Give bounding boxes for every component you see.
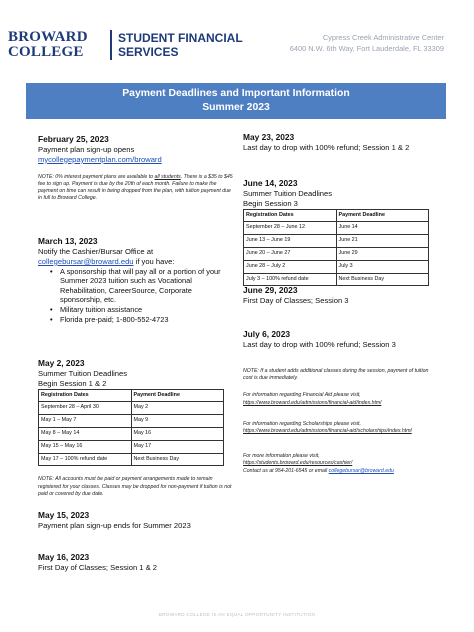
list-item: • Military tuition assistance	[50, 305, 234, 315]
table-cell: June 28 – July 2	[244, 260, 337, 273]
table-row	[244, 260, 429, 273]
section-text: Begin Session 3	[243, 198, 298, 208]
column-header: Payment Deadline	[336, 209, 429, 222]
section-text: Summer Tuition Deadlines	[38, 369, 128, 378]
section-feb-25	[38, 134, 234, 202]
contact-line	[243, 468, 439, 475]
table-cell: September 28 – April 30	[39, 402, 132, 415]
section-jul-6	[243, 329, 439, 350]
table-cell: July 3 – 100% refund date	[244, 273, 337, 286]
table-cell: May 17 – 100% refund date	[39, 453, 132, 466]
table-row	[39, 415, 224, 428]
table-cell: June 29	[336, 247, 429, 260]
financial-aid-text: For information regarding Financial Aid please visit,	[243, 392, 361, 399]
list-item: • A sponsorship that will pay all or a portion of your Summer 2023 tuition such as Vocational Rehabilitation, CareerSource, Corporate sponsorship, etc.	[50, 267, 234, 305]
table-cell: September 28 – June 12	[244, 222, 337, 235]
bursar-email-link[interactable]: collegebursar@broward.edu	[38, 256, 134, 266]
section-date: May 15, 2023	[38, 510, 90, 520]
section-date: March 13, 2023	[38, 236, 98, 246]
table-cell: Next Business Day	[336, 273, 429, 286]
table-row	[39, 427, 224, 440]
table-row	[244, 273, 429, 286]
department-name	[118, 31, 243, 59]
logo-divider	[110, 30, 112, 60]
session-1-2-deadlines-table	[38, 389, 224, 467]
table-row	[39, 453, 224, 466]
more-info-text: For more information please visit,	[243, 453, 320, 460]
section-text: Summer Tuition Deadlines	[243, 189, 333, 198]
address-block	[290, 32, 444, 54]
table-row	[244, 235, 429, 248]
table-header-row	[39, 389, 224, 402]
table-cell: May 2	[131, 402, 224, 415]
section-text: Notify the Cashier/Bursar Office at	[38, 247, 154, 256]
column-header: Payment Deadline	[131, 389, 224, 402]
contact-text: Contact us at 954-201-6545 or email	[243, 467, 329, 474]
table-cell: June 20 – June 27	[244, 247, 337, 260]
section-may-16	[38, 552, 234, 573]
note-emphasis: all students	[154, 173, 181, 180]
scholarships-text: For information regarding Scholarships please visit,	[243, 420, 361, 427]
section-text: Payment plan sign-up opens	[38, 145, 135, 154]
section-date: June 29, 2023	[243, 285, 298, 295]
section-text: Last day to drop with 100% refund; Session 1 & 2	[243, 143, 410, 152]
section-may-2	[38, 358, 234, 498]
table-cell: May 15 – May 16	[39, 440, 132, 453]
section-date: June 14, 2023	[243, 178, 298, 188]
section-text: Payment plan sign-up ends for Summer 2023	[38, 521, 191, 530]
table-cell: June 13 – June 19	[244, 235, 337, 248]
list-item: • Florida pre-paid; 1-800-552-4723	[50, 315, 234, 325]
logo-line-2: COLLEGE	[8, 44, 84, 60]
banner-subtitle: Summer 2023	[202, 102, 270, 113]
broward-college-logo	[8, 30, 106, 60]
section-may-15	[38, 510, 234, 531]
table-cell: May 16	[131, 427, 224, 440]
table-cell: May 8 – May 14	[39, 427, 132, 440]
section-text: Last day to drop with 100% refund; Session 3	[243, 340, 396, 349]
payment-note: NOTE: All accounts must be paid or payment arrangements made to remain registered for your classes. Classes may be dropped for non-payment if tuition is not paid or covered by due date.	[38, 476, 232, 497]
sponsorship-list	[50, 267, 234, 325]
payment-plan-note	[38, 174, 234, 203]
logo-line-1: BROWARD	[8, 29, 88, 45]
session-3-deadlines-table	[243, 209, 429, 287]
cashier-link[interactable]: https://students.broward.edu/resources/cashier/	[243, 460, 353, 467]
address-line-2: 6400 N.W. 6th Way, Fort Lauderdale, FL 33309	[289, 44, 444, 53]
table-row	[39, 402, 224, 415]
section-text: First Day of Classes; Session 1 & 2	[38, 563, 158, 572]
information-notes	[243, 368, 439, 475]
section-text: First Day of Classes; Session 3	[243, 296, 349, 305]
banner-title: Payment Deadlines and Important Information	[122, 88, 350, 99]
table-cell: June 21	[336, 235, 429, 248]
page-header	[0, 0, 474, 80]
table-cell: July 3	[336, 260, 429, 273]
section-date: May 2, 2023	[38, 358, 85, 368]
financial-aid-link[interactable]: https://www.broward.edu/admissions/financial-aid/index.html	[243, 399, 382, 406]
section-date: May 23, 2023	[243, 132, 295, 142]
section-jun-14	[243, 178, 439, 286]
section-may-23	[243, 132, 439, 153]
section-date: February 25, 2023	[38, 134, 109, 144]
table-row	[39, 440, 224, 453]
table-cell: May 9	[131, 415, 224, 428]
scholarships-link[interactable]: https://www.broward.edu/admissions/financial-aid/scholarships/index.html	[243, 428, 412, 435]
table-cell: May 17	[131, 440, 224, 453]
section-date: July 6, 2023	[243, 329, 291, 339]
department-line-1: STUDENT FINANCIAL	[118, 31, 243, 45]
table-cell: June 14	[336, 222, 429, 235]
contact-email-link[interactable]: collegebursar@broward.edu	[328, 467, 394, 474]
payment-plan-link[interactable]: mycollegepaymentplan.com/broward	[38, 154, 162, 164]
section-text: Begin Session 1 & 2	[38, 378, 107, 388]
section-mar-13	[38, 236, 234, 324]
table-row	[244, 247, 429, 260]
department-line-2: SERVICES	[118, 45, 179, 59]
section-date: May 16, 2023	[38, 552, 90, 562]
table-cell: Next Business Day	[131, 453, 224, 466]
add-classes-note: NOTE: If a student adds additional classes during the session, payment of tuition cost is due immediately.	[243, 368, 429, 382]
table-header-row	[244, 209, 429, 222]
address-line-1: Cypress Creek Administrative Center	[322, 33, 444, 42]
note-text: . There is a $35 to $45 fee to sign up. Payment is due by the 20th of each month. Failure to make the payment on time can result in being dropped from the plan, with tuition payment due in full to Broward College.	[38, 173, 233, 202]
section-text-with-email	[38, 257, 234, 267]
section-jun-29	[243, 285, 439, 306]
note-text: NOTE: 0% interest payment plans are available to	[38, 173, 155, 180]
table-cell: May 1 – May 7	[39, 415, 132, 428]
footer-text: BROWARD COLLEGE IS AN EQUAL OPPORTUNITY INSTITUTION	[158, 612, 316, 617]
title-banner	[26, 83, 446, 119]
column-header: Registration Dates	[39, 389, 132, 402]
table-row	[244, 222, 429, 235]
column-header: Registration Dates	[244, 209, 337, 222]
section-text: if you have:	[133, 256, 175, 266]
